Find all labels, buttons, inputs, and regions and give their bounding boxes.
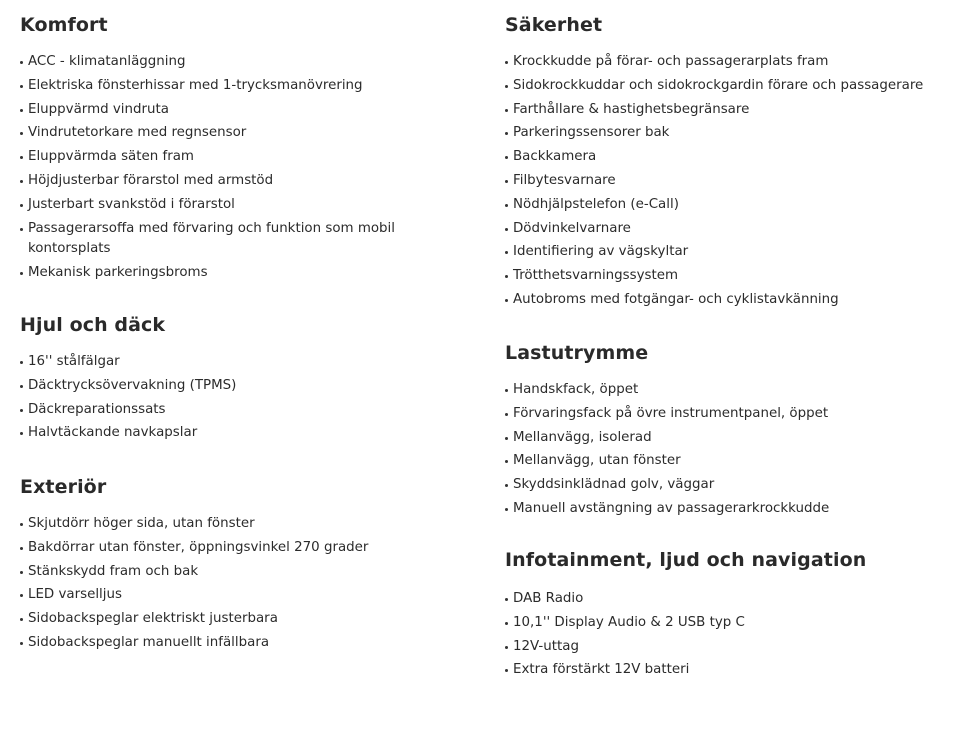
section-hjul: [20, 314, 236, 445]
list-item: Stänkskydd fram och bak: [20, 560, 368, 584]
list-item: LED varselljus: [20, 583, 368, 607]
list-item: ACC - klimatanläggning: [20, 50, 440, 74]
list-item: Trötthetsvarningssystem: [505, 264, 923, 288]
section-title-hjul: Hjul och däck: [20, 314, 166, 336]
list-item: Mellanvägg, utan fönster: [505, 449, 829, 473]
list-item: Justerbart svankstöd i förarstol: [20, 193, 440, 217]
list-item: Däckreparationssats: [20, 398, 236, 422]
list-item: Identifiering av vägskyltar: [505, 240, 923, 264]
list-item: Eluppvärmd vindruta: [20, 98, 440, 122]
section-title-infotainment: Infotainment, ljud och navigation: [505, 549, 867, 571]
list-item: Vindrutetorkare med regnsensor: [20, 121, 440, 145]
section-title-komfort: Komfort: [20, 14, 108, 36]
list-item: Mellanvägg, isolerad: [505, 426, 829, 450]
list-item: 16'' stålfälgar: [20, 350, 236, 374]
list-infotainment: [505, 587, 866, 682]
list-item: Filbytesvarnare: [505, 169, 923, 193]
list-item: Handskfack, öppet: [505, 378, 829, 402]
list-item: Farthållare & hastighetsbegränsare: [505, 98, 923, 122]
list-exterior: [20, 512, 368, 655]
list-item: Parkeringssensorer bak: [505, 121, 923, 145]
list-item: Backkamera: [505, 145, 923, 169]
list-item: Förvaringsfack på övre instrumentpanel, öppet: [505, 402, 829, 426]
list-item: Halvtäckande navkapslar: [20, 421, 236, 445]
list-item: Manuell avstängning av passagerarkrockkudde: [505, 497, 829, 521]
section-title-exterior: Exteriör: [20, 476, 107, 498]
list-item: Elektriska fönsterhissar med 1-trycksmanövrering: [20, 74, 440, 98]
list-item: DAB Radio: [505, 587, 866, 611]
section-komfort: [20, 14, 440, 284]
list-item: Dödvinkelvarnare: [505, 217, 923, 241]
list-item: Däcktrycksövervakning (TPMS): [20, 374, 236, 398]
list-komfort: [20, 50, 440, 284]
section-infotainment: [505, 549, 866, 682]
list-item: Mekanisk parkeringsbroms: [20, 261, 440, 285]
list-item: Passagerarsoffa med förvaring och funktion som mobil kontorsplats: [20, 217, 440, 261]
list-item: Sidobackspeglar manuellt infällbara: [20, 631, 368, 655]
section-title-lastutrymme: Lastutrymme: [505, 342, 649, 364]
list-item: Bakdörrar utan fönster, öppningsvinkel 270 grader: [20, 536, 368, 560]
section-sakerhet: [505, 14, 923, 312]
list-item: Sidobackspeglar elektriskt justerbara: [20, 607, 368, 631]
list-sakerhet: [505, 50, 923, 312]
list-item: 10,1'' Display Audio & 2 USB typ C: [505, 611, 866, 635]
list-item: Autobroms med fotgängar- och cyklistavkänning: [505, 288, 923, 312]
list-lastutrymme: [505, 378, 829, 521]
section-title-sakerhet: Säkerhet: [505, 14, 603, 36]
list-item: Krockkudde på förar- och passagerarplats fram: [505, 50, 923, 74]
list-item: Eluppvärmda säten fram: [20, 145, 440, 169]
list-item: Skyddsinklädnad golv, väggar: [505, 473, 829, 497]
list-hjul: [20, 350, 236, 445]
section-lastutrymme: [505, 342, 829, 521]
list-item: 12V-uttag: [505, 635, 866, 659]
list-item: Sidokrockkuddar och sidokrockgardin förare och passagerare: [505, 74, 923, 98]
list-item: Höjdjusterbar förarstol med armstöd: [20, 169, 440, 193]
list-item: Skjutdörr höger sida, utan fönster: [20, 512, 368, 536]
list-item: Nödhjälpstelefon (e-Call): [505, 193, 923, 217]
section-exterior: [20, 476, 368, 655]
list-item: Extra förstärkt 12V batteri: [505, 658, 866, 682]
